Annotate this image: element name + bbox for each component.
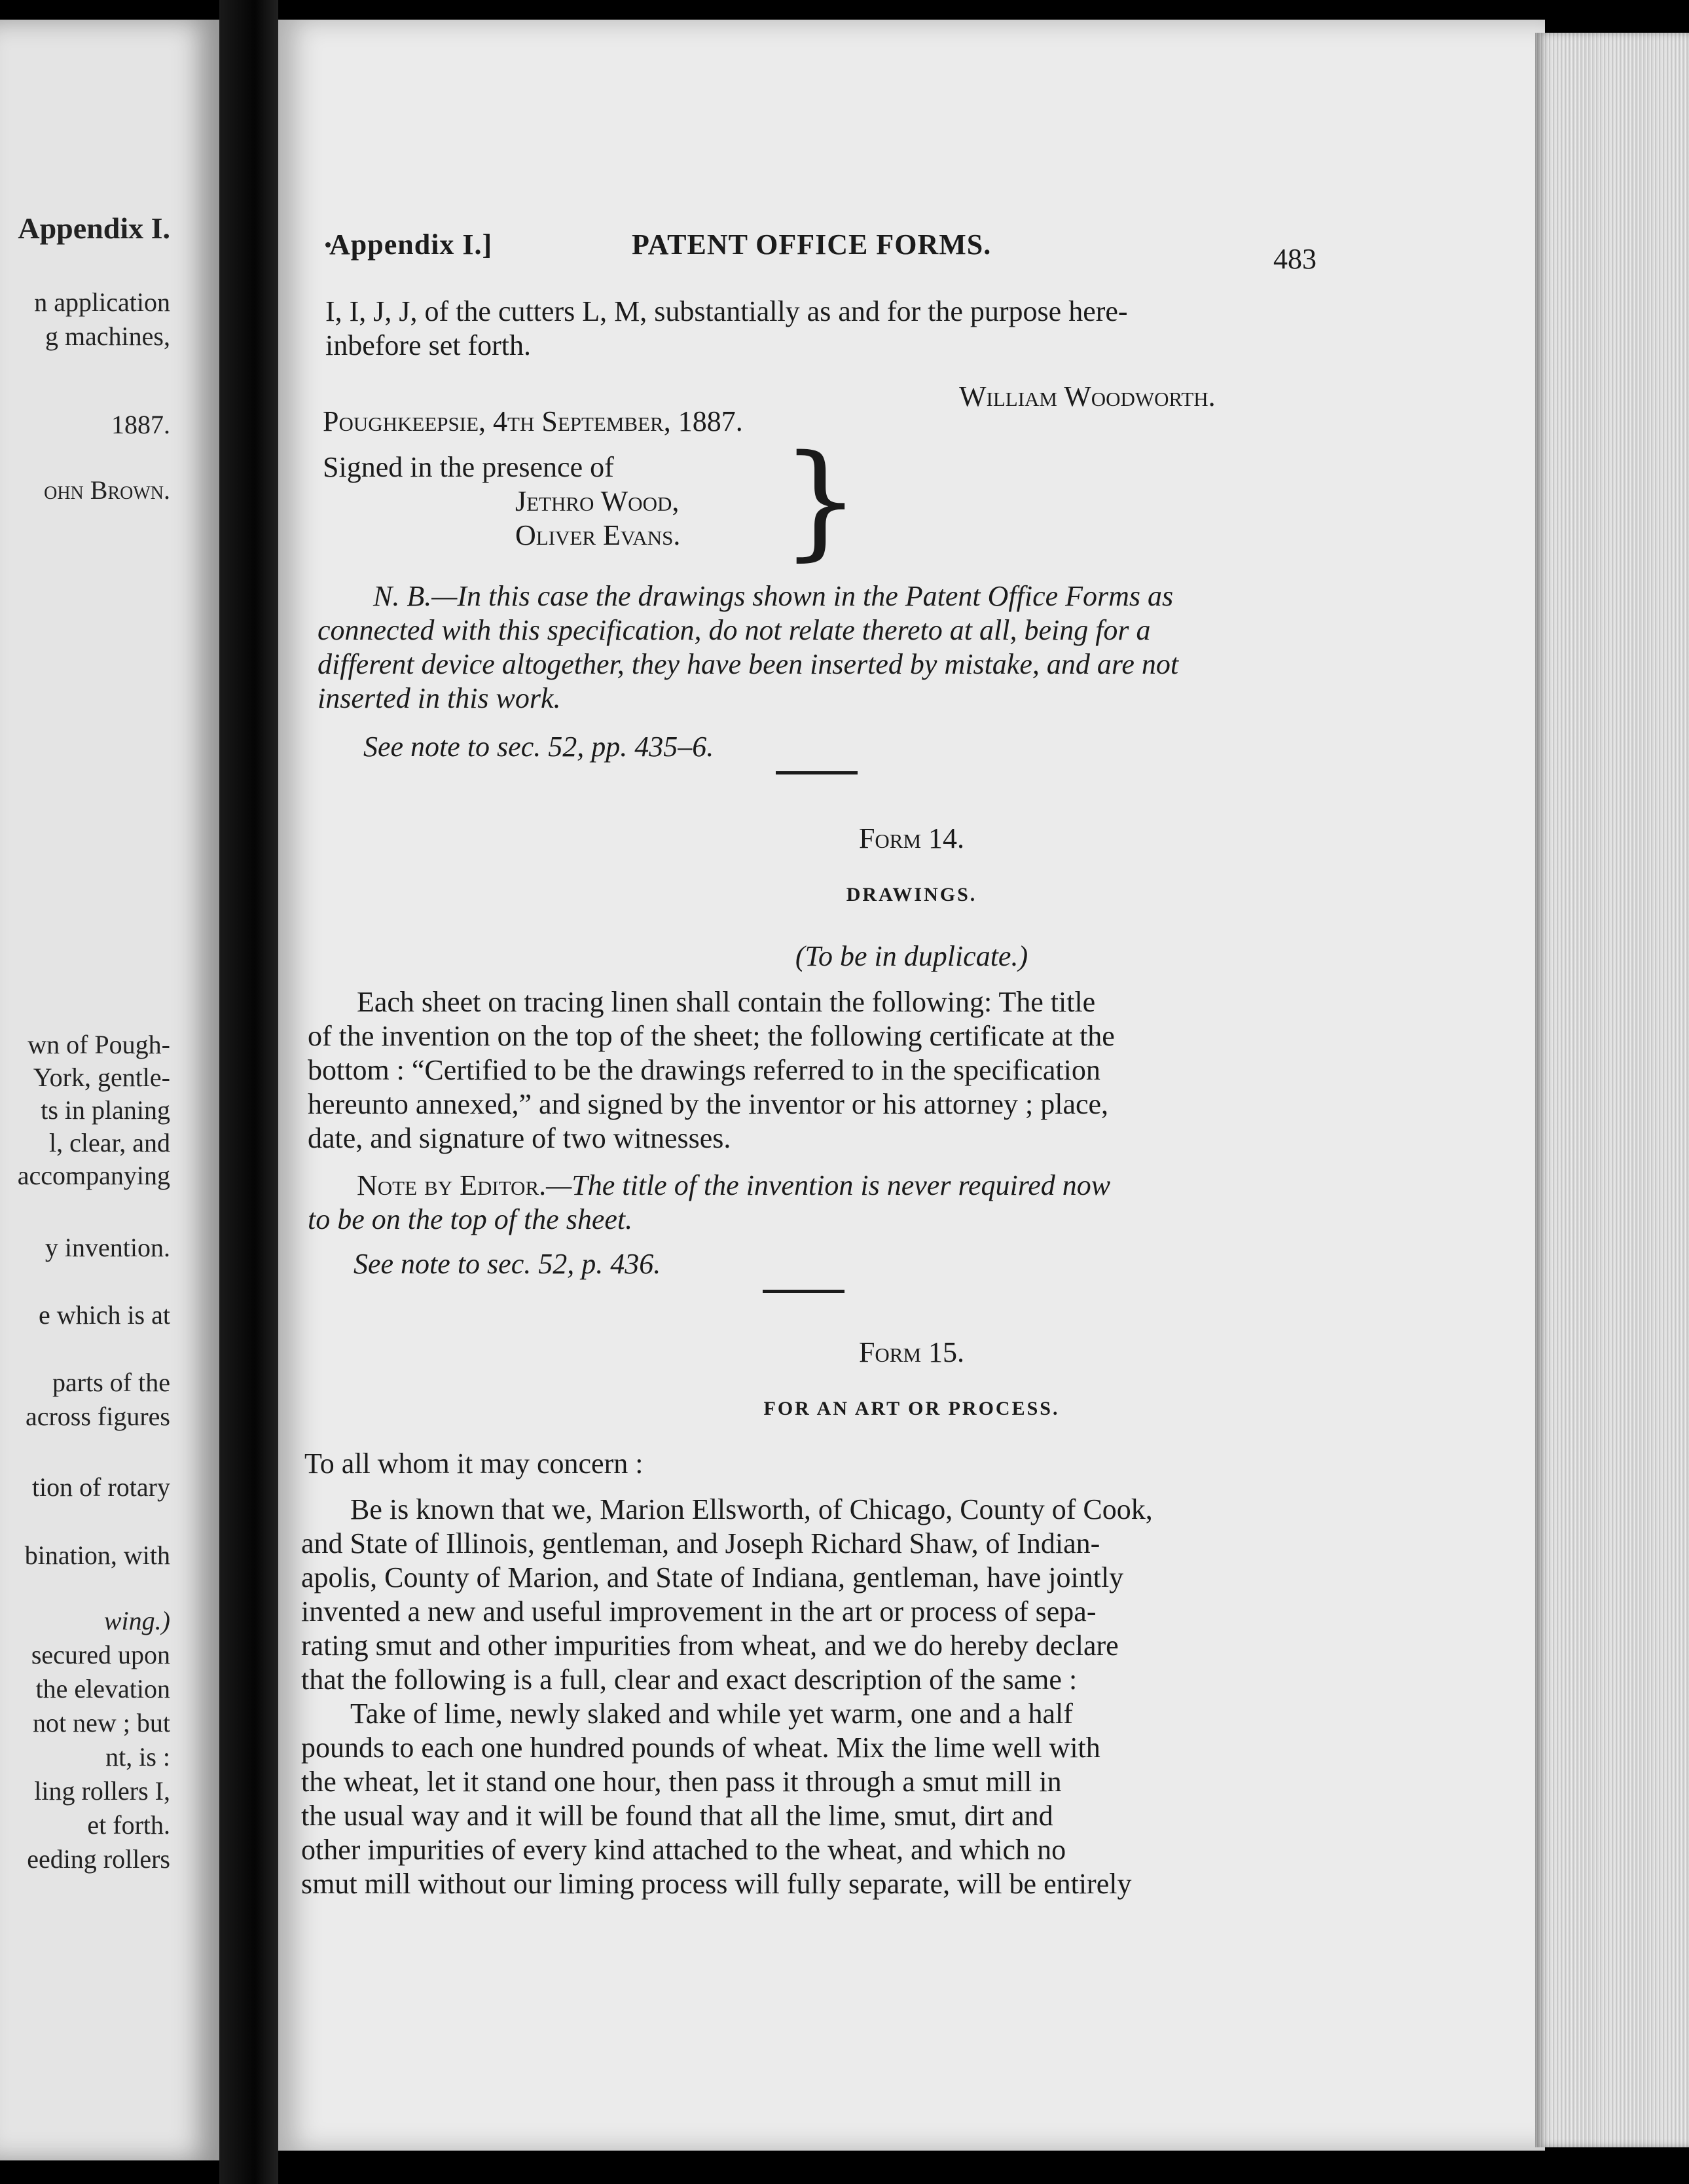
continuation-line: inbefore set forth. xyxy=(325,329,531,361)
form15-paragraph-line: pounds to each one hundred pounds of wheat. Mix the lime well with xyxy=(301,1732,1100,1764)
left-page-line: ling rollers I, xyxy=(34,1776,170,1806)
form14-subtitle: DRAWINGS. xyxy=(846,884,977,905)
left-page-line: eeding rollers xyxy=(27,1844,170,1874)
witness-name: Jethro Wood, xyxy=(515,485,680,517)
editor-note-label: Note by Editor. xyxy=(357,1169,547,1201)
form15-paragraph-line: that the following is a full, clear and exact description of the same : xyxy=(301,1664,1078,1696)
left-page-line: wn of Pough- xyxy=(27,1030,170,1059)
form14-see-note: See note to sec. 52, p. 436. xyxy=(354,1248,661,1280)
left-page xyxy=(0,20,219,2160)
editor-note-cont: to be on the top of the sheet. xyxy=(308,1203,633,1235)
left-page-line: 1887. xyxy=(111,410,170,439)
page-edges xyxy=(1535,33,1689,2147)
nb-note-line: inserted in this work. xyxy=(318,682,561,714)
left-page-line: l, clear, and xyxy=(49,1128,170,1157)
left-page-line: ohn Brown. xyxy=(44,475,170,505)
left-page-line: wing.) xyxy=(103,1606,170,1635)
left-page-line: e which is at xyxy=(38,1300,170,1330)
left-page-line: y invention. xyxy=(45,1233,170,1262)
nb-note-line: N. B.—In this case the drawings shown in the Patent Office Forms as xyxy=(373,580,1174,612)
left-page-line: across figures xyxy=(25,1402,170,1431)
left-page-line: accompanying xyxy=(17,1161,170,1190)
book-gutter xyxy=(219,0,278,2184)
form15-paragraph-line: the usual way and it will be found that all the lime, smut, dirt and xyxy=(301,1800,1053,1832)
witness-brace: } xyxy=(781,428,860,573)
form15-paragraph-line: and State of Illinois, gentleman, and Joseph Richard Shaw, of Indian- xyxy=(301,1527,1100,1559)
running-header-title: PATENT OFFICE FORMS. xyxy=(632,228,992,261)
left-page-line: et forth. xyxy=(87,1810,170,1840)
left-page-line: tion of rotary xyxy=(31,1472,170,1502)
form15-paragraph-line: invented a new and useful improvement in the art or process of sepa- xyxy=(301,1595,1097,1628)
left-page-line: York, gentle- xyxy=(33,1063,170,1092)
form14-title: Form 14. xyxy=(858,822,965,854)
editor-note xyxy=(357,1169,1110,1203)
form15-paragraph-line: smut mill without our liming process will fully separate, will be entirely xyxy=(301,1868,1132,1900)
form15-paragraph-line: rating smut and other impurities from wheat, and we do hereby declare xyxy=(301,1629,1119,1662)
left-page-line: not new ; but xyxy=(33,1708,170,1738)
form14-paragraph-line: bottom : “Certified to be the drawings referred to in the specification xyxy=(308,1054,1100,1086)
left-page-line: Appendix I. xyxy=(18,211,170,245)
page-483 xyxy=(278,20,1545,2151)
running-header-left: Appendix I.] xyxy=(329,228,493,261)
page-number: 483 xyxy=(1273,243,1317,275)
nb-note-line: connected with this specification, do not relate thereto at all, being for a xyxy=(318,614,1151,646)
left-page-line: nt, is : xyxy=(105,1742,170,1772)
nb-note-line: different device altogether, they have been inserted by mistake, and are not xyxy=(318,648,1179,680)
signature-name: William Woodworth. xyxy=(959,380,1216,412)
form15-paragraph-line: Be is known that we, Marion Ellsworth, of Chicago, County of Cook, xyxy=(350,1493,1153,1525)
form14-paragraph-line: date, and signature of two witnesses. xyxy=(308,1122,731,1154)
left-page-line: parts of the xyxy=(52,1368,170,1397)
continuation-line: I, I, J, J, of the cutters L, M, substantially as and for the purpose here- xyxy=(325,295,1128,327)
form15-paragraph-line: Take of lime, newly slaked and while yet warm, one and a half xyxy=(350,1698,1073,1730)
form14-paragraph-line: hereunto annexed,” and signed by the inventor or his attorney ; place, xyxy=(308,1088,1109,1120)
form15-paragraph-line: other impurities of every kind attached to the wheat, and which no xyxy=(301,1834,1066,1866)
witness-name: Oliver Evans. xyxy=(515,519,681,551)
form14-paragraph-line: Each sheet on tracing linen shall contain the following: The title xyxy=(357,986,1096,1018)
form15-paragraph-line: the wheat, let it stand one hour, then pass it through a smut mill in xyxy=(301,1766,1062,1798)
left-page-line: secured upon xyxy=(31,1640,170,1669)
left-page-line: the elevation xyxy=(35,1674,170,1703)
form14-paragraph-line: of the invention on the top of the sheet; the following certificate at the xyxy=(308,1020,1115,1052)
section-rule xyxy=(763,1290,844,1293)
editor-note-text: —The title of the invention is never required now xyxy=(546,1169,1111,1201)
left-page-line: bination, with xyxy=(24,1540,170,1570)
form15-salutation: To all whom it may concern : xyxy=(304,1447,644,1480)
left-page-line: ts in planing xyxy=(41,1095,170,1125)
form15-title: Form 15. xyxy=(858,1336,965,1368)
see-note: See note to sec. 52, pp. 435–6. xyxy=(363,731,714,763)
form15-subtitle: FOR AN ART OR PROCESS. xyxy=(763,1398,1060,1419)
form14-instruction: (To be in duplicate.) xyxy=(795,940,1028,972)
place-date: Poughkeepsie, 4th September, 1887. xyxy=(323,405,743,437)
left-page-line: n application xyxy=(34,287,170,317)
section-rule xyxy=(776,771,858,774)
left-page-line: g machines, xyxy=(45,321,170,351)
witness-intro: Signed in the presence of xyxy=(323,451,614,483)
form15-paragraph-line: apolis, County of Marion, and State of Indiana, gentleman, have jointly xyxy=(301,1561,1124,1593)
